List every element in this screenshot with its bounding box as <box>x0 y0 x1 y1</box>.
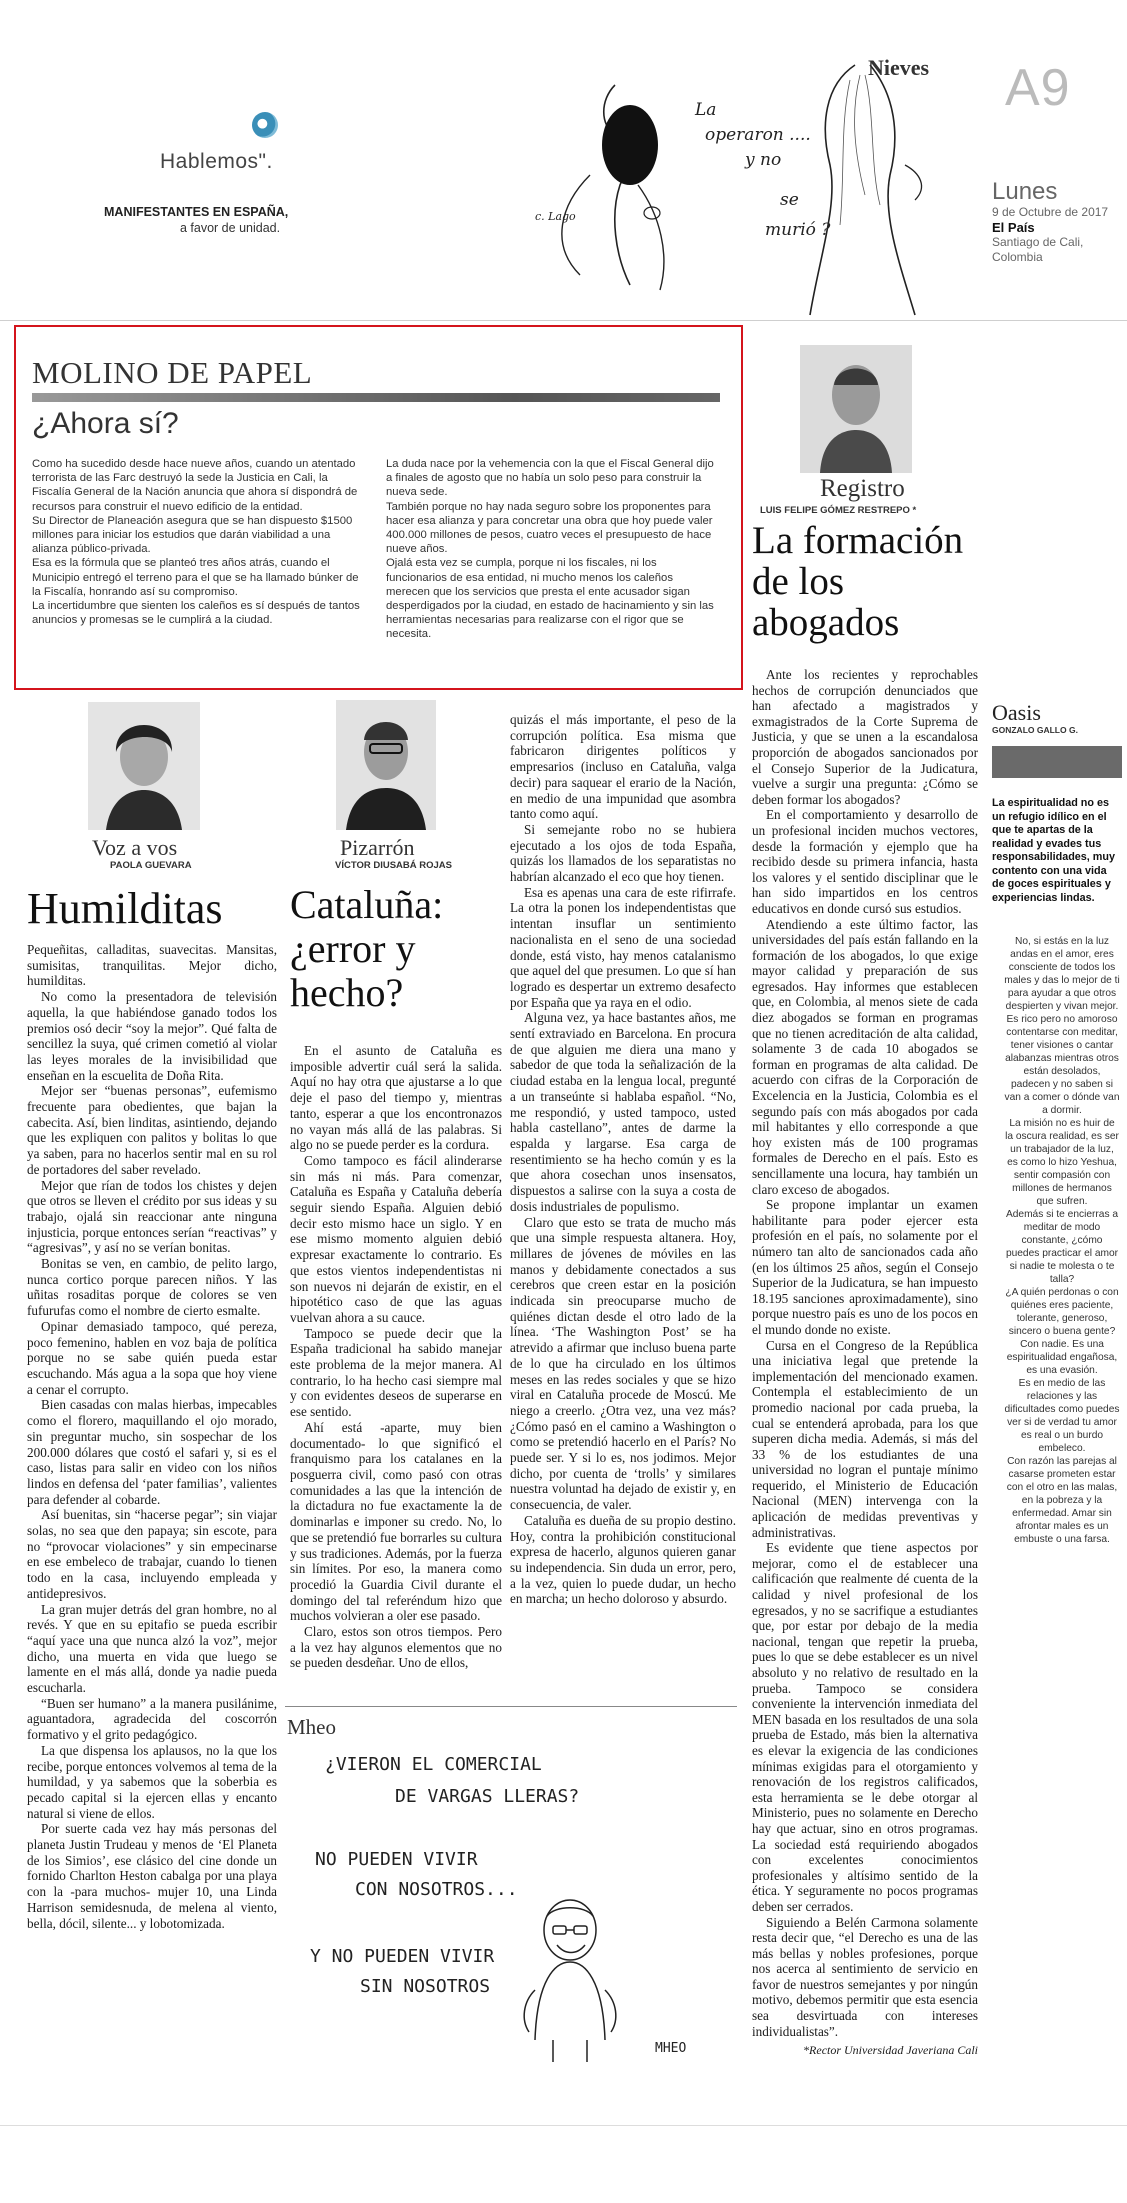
paragraph: Por suerte cada vez hay más personas del planeta Justin Trudeau y menos de ‘El Planeta de los Simios’, ese clásico del cine donde un fornido Charlton Heston cabalga por una playa con la -para muchos- mujer 10, una Linda Harrison semidesnuda, de melena al viento, bella, dócil, silente... y lobotomizada. <box>27 1821 277 1931</box>
article-body <box>752 667 978 2059</box>
column-name-voz: Voz a vos <box>92 835 178 860</box>
paragraph: La duda nace por la vehemencia con la que el Fiscal General dijo a finales de agosto que no había un solo peso para construir la nueva sede. <box>386 458 714 499</box>
author-photo-guevara <box>88 702 200 830</box>
paragraph: No, si estás en la luz andas en el amor, eres consciente de todos los males y das lo mejor de ti para ayudar a que otros despierten y vivan mejor. <box>1004 936 1120 1012</box>
author-signature: *Rector Universidad Javeriana Cali <box>803 2043 978 2058</box>
author-name: LUIS FELIPE GÓMEZ RESTREPO * <box>760 505 917 516</box>
page-footer-rule <box>0 2125 1127 2126</box>
article-body-continued <box>510 712 736 1607</box>
city-line: Santiago de Cali, Colombia <box>992 235 1084 264</box>
cartoon-line-3: NO PUEDEN VIVIR <box>315 1849 478 1870</box>
column-name-registro: Registro <box>820 475 905 502</box>
paragraph: Claro, estos son otros tiempos. Pero a la vez hay algunos elementos que no se pueden desdeñar. Uno de ellos, <box>290 1624 502 1671</box>
paragraph: Además si te encierras a meditar de modo constante, ¿cómo puedes practicar el amor si nadie te molesta o te talla? <box>1005 1209 1119 1285</box>
paragraph: Pequeñitas, calladitas, suavecitas. Mansitas, sumisitas, tranquilitas. Mejor dicho, humilditas. <box>27 942 277 989</box>
editorial-box <box>14 325 743 690</box>
paragraph: Mejor ser “buenas personas”, eufemismo frecuente para obedientes, que bajan la cabecita. Así, bien linditas, asintiendo, dejando que les expliquen con palitos y bolitas lo que ya saben, para no hacerlos sentir mal en su rol de portadores del saber revelado. <box>27 1083 277 1177</box>
editorial-column-left <box>32 457 362 627</box>
paragraph: ¿A quién perdonas o con quiénes eres paciente, tolerante, generoso, sincero o buena gente? Con nadie. Es una espiritualidad engañosa, es una evasión. <box>1005 1287 1119 1376</box>
paragraph: Con razón las parejas al casarse prometen estar con el otro en las malas, en la pobreza y la enfermedad. Amar sin afrontar males es un embuste o una farsa. <box>1006 1456 1118 1545</box>
newspaper-name: El País <box>992 220 1035 235</box>
paragraph: Así buenitas, sin “hacerse pegar”; sin viajar solas, no sea que den papaya; sin escote, para no “provocar violaciones” y sin empecinarse en ese embeleco de trabajar, cuando lo tienen todo en la casa, incluyendo empleada y antidepresivos. <box>27 1507 277 1601</box>
cartoon-text-5: murió ? <box>765 220 831 240</box>
cartoon-line-4: CON NOSOTROS... <box>355 1879 518 1900</box>
cartoon-text-2: operaron .... <box>705 125 811 145</box>
author-photo-gomez <box>800 345 912 473</box>
column-name-pizarron: Pizarrón <box>340 835 415 860</box>
paragraph: Bonitas se ven, en cambio, de pelito largo, nunca cortico porque parecen niños. Y las uñitas rosaditas porque de colores se ven fufurufas como el nombre de cierto esmalte. <box>27 1256 277 1319</box>
cartoon-line-5: Y NO PUEDEN VIVIR <box>310 1946 495 1967</box>
cartoon-man-figure <box>524 1900 616 2062</box>
paragraph: Como tampoco es fácil alinderarse sin más ni más. Para comenzar, Cataluña es España y Cataluña debería seguir siendo España. Alguien debió decir esto mismo hace un siglo. Y en ese mismo momento alguien debió expresar exactamente lo contrario. Es que estos vientos independentistas ni son nuevos ni dejarán de existir, en el hipotético caso de que las aguas vuelvan ahora a su cauce. <box>290 1152 502 1325</box>
cartoon-text-3: y no <box>745 150 782 170</box>
oasis-body <box>1004 935 1120 1546</box>
article-body <box>290 1043 502 1671</box>
paragraph: Esa es la fórmula que se planteó tres años atrás, cuando el Municipio entregó el terreno para el que se ha llamado búnker de la Fiscalía, honrando así su compromiso. <box>32 557 359 598</box>
paragraph: En el asunto de Cataluña es imposible advertir cuál será la salida. Aquí no hay otra que ajustarse a lo que deje el paso del tiempo y, mientras tanto, esperar a que los encontronazos no vayan más allá de las palabras. Si algo no se puede perder es la cordura. <box>290 1043 502 1153</box>
paragraph: La misión no es huir de la oscura realidad, es ser un trabajador de la luz, es como lo hizo Yeshua, sentir compasión con millones de hermanos que sufren. <box>1005 1118 1119 1207</box>
paragraph: Tampoco se puede decir que la España tradicional ha sabido manejar este problema de la mejor manera. Al contrario, lo ha hecho casi siempre mal y con evidentes deseos de superarse en ese sentido. <box>290 1325 502 1420</box>
paragraph: En el comportamiento y desarrollo de un profesional inciden muchos vectores, desde la formación y ejemplo que ha recibido desde su primera infancia, hasta los valores y el sentido disciplinar que le han sido impartidos en los centros educativos en donde cursó sus estudios. <box>752 807 978 916</box>
cartoon-woman-dark <box>562 85 664 290</box>
date-info <box>992 205 1112 265</box>
portrait-icon <box>800 345 912 473</box>
author-name: GONZALO GALLO G. <box>992 725 1078 735</box>
paragraph: Claro que esto se trata de mucho más que una simple respuesta altanera. Hoy, millares de jóvenes de móviles en las manos y debidamente conectados a sus cerebros que creen estar en la posición indicada sin preocuparse mucho de quiénes dictan desde el otro lado de la línea. ‘The Washington Post’ se ha atrevido a afirmar que incluso buena parte de lo que ha circulado en los últimos meses en las redes sociales y que se hizo viral en Cataluña procede de Moscú. Me niego a creerlo. ¿Otra vez, una vez más? ¿Cómo pasó en el camino a Washington o como se pretendió hacerlo en el París? No puede ser. Y si lo es, nos jodimos. Mejor dicho, por cuenta de ‘trolls’ y similares nuestra voluntad ha dejado de existir y, en consecuencia, de valer. <box>510 1214 736 1513</box>
nieves-cartoon <box>520 55 960 325</box>
paragraph: quizás el más importante, el peso de la corrupción política. Esa misma que fabricaron dirigentes políticos y empresarios (incluso en Cataluña, valga decir) para saquear el erario de la Nación, en medio de una impunidad que asombra tanto como aquí. <box>510 712 736 822</box>
paragraph: Mejor que rían de todos los chistes y dejen que otros se lleven el crédito por sus ideas y su trabajo, ojalá sin reaccionar ante ninguna injusticia, porque entonces serían “reactivas” y “agresivas”, y así no se verían bonitas. <box>27 1177 277 1256</box>
cartoon-line-1: ¿VIERON EL COMERCIAL <box>325 1754 542 1775</box>
paragraph: Es rico pero no amoroso contentarse con meditar, tener visiones o cantar alabanzas mientras otros están desolados, padecen y no saben si van a comer o dónde van a dormir. <box>1004 1014 1120 1116</box>
cartoon-text-4: se <box>780 190 799 210</box>
author-photo-diusaba <box>336 700 436 830</box>
editorial-column-right <box>386 457 716 642</box>
cartoon-line-2: DE VARGAS LLERAS? <box>395 1786 580 1807</box>
cartoon-signature: c. Lago <box>535 210 576 223</box>
cartoon-text-1: La <box>695 100 717 120</box>
cartoonist-name-mheo: Mheo <box>287 1715 336 1739</box>
paragraph: Es en medio de las relaciones y las dificultades como puedes ver si de verdad tu amor es real o un burdo embeleco. <box>1004 1378 1120 1454</box>
weekday: Lunes <box>992 178 1058 205</box>
article-headline: Cataluña: ¿error y hecho? <box>290 882 444 1015</box>
paragraph: Se propone implantar un examen habilitante para poder ejercer esta profesión en el país, no solamente por el número tan alto de sancionados cada año (en los últimos 25 años, según el Consejo Superior de la Judicatura, se han impuesto 18.195 sanciones aproximadamente), sino porque nuestro país es uno de los pocos en el mundo donde no existe. <box>752 1197 978 1337</box>
paragraph: La que dispensa los aplausos, no la que los recibe, porque entonces volvemos al tema de la humildad, y ya sabemos que la soberbia es pecado capital si la ejercen ellas y encanto natural si viene de ellos. <box>27 1742 277 1821</box>
paragraph: Alguna vez, ya hace bastantes años, me sentí extraviado en Barcelona. En procura de que alguien me diera una mano y sabedor de que toda la señalización de la ciudad estaba en la lengua local, pregunté a un transeúnte si hablaba español. “No, me respondió, y usted tampoco, usted habla castellano”, antes de darme la espalda y largarse. Esa carga de resentimiento se ha hecho común y es la que ahora cosechan unos insensatos, dispuestos a salirse con la suya a costa de dosis industriales de populismo. <box>510 1010 736 1214</box>
paragraph: Ojalá esta vez se cumpla, porque ni los fiscales, ni los funcionarios de esa entidad, ni mucho menos los caleños merecen que los servicios que presta el ente acusador sigan desperdigados por la ciudad, en estado de hacinamiento y sin las herramientas necesarias para realizarse con el rigor que se necesita. <box>386 557 714 641</box>
paragraph: Como ha sucedido desde hace nueve años, cuando un atentado terrorista de las Farc destruyó la sede la Justicia en Cali, la Fiscalía General de la Nación anuncia que ahora sí dispondrá de recursos para construir el nuevo edificio de la entidad. <box>32 458 358 513</box>
paragraph: No como la presentadora de televisión aquella, la que habiéndose ganado todos los premios osó decir “soy la mejor”. Qué falta de sencillez la suya, qué crimen cometió al violar las leyes morales de la invisibilidad que enseñan en la escuelita de Doña Rita. <box>27 989 277 1083</box>
header-divider <box>0 320 1127 321</box>
article-body <box>27 942 277 1931</box>
editorial-headline: ¿Ahora sí? <box>32 407 179 440</box>
editorial-title-bar <box>32 393 720 402</box>
mheo-cartoon <box>285 1740 737 2070</box>
article-headline: La formación de los abogados <box>752 519 964 644</box>
paragraph: Opinar demasiado tampoco, qué pereza, poco femenino, hablen en voz baja de política porque no se sabe quién pueda estar escuchando. Más agua a la sopa que hoy viene a cenar el corrupto. <box>27 1318 277 1397</box>
cartoon-divider <box>285 1706 737 1707</box>
paragraph: Siguiendo a Belén Carmona solamente resta decir que, “el Derecho es una de las más bellas y nobles profesiones, porque nos acerca al sentimiento de servicio en favor de nuestros semejantes y por ningún motivo, debemos permitir que esta esencia sea desvirtuada con intereses individualistas”. <box>752 1914 978 2039</box>
promo-subline: a favor de unidad. <box>180 221 281 235</box>
hablemos-logo-icon <box>252 112 278 138</box>
oasis-gray-bar <box>992 746 1122 778</box>
paragraph: Atendiendo a este último factor, las universidades del país están fallando en la formación de los abogados, lo que exige mayor calidad y preparación de sus egresados. Hay informes que establecen que, en Colombia, al menos siete de cada diez abogados se forman en programas que no tienen acreditación de alta calidad, solamente 3 de cada 10 abogados se forman en programas de alta calidad. De acuerdo con cifras de la Corporación de Excelencia en la Justicia, Colombia es el segundo país con más abogados por cada mil habitantes y ello corresponde a que hoy existen más de 100 programas formales de Derecho en el país. Esto es sencillamente una locura, hay también un claro exceso de abogados. <box>752 916 978 1197</box>
paragraph: Ante los recientes y reprochables hechos de corrupción denunciados que han afectado a magistrados y exmagistrados de la Corte Suprema de Justicia, y que se unen a la escandalosa proporción de abogados sancionados por el Consejo Superior de la Judicatura, vuelve a surgir una pregunta: ¿Cómo se deben formar los abogados? <box>752 667 978 807</box>
paragraph: La gran mujer detrás del gran hombre, no al revés. Y que en su epitafio se pueda escribir “aquí yace una que nunca alzó la voz”, mejor dicho, una muerta en vida que luego se lamente en el más allá, donde ya nadie pueda escucharla. <box>27 1601 277 1696</box>
date-line: 9 de Octubre de 2017 <box>992 205 1109 219</box>
paragraph: Bien casadas con malas hierbas, impecables como el florero, maquillando el ojo morado, sin preguntar mucho, sin sospechar de los 200.000 dólares que costó el safari y, si es el caso, listas para salir en video con los niños lindos en defensa del ‘pater familias’, valientes para defender al cobarde. <box>27 1397 277 1507</box>
promo-headline: MANIFESTANTES EN ESPAÑA, <box>104 205 289 219</box>
paragraph: Si semejante robo no se hubiera ejecutado a los ojos de toda España, quizás los llamados de los separatistas no habrían alcanzado el eco que hoy tienen. <box>510 821 736 885</box>
paragraph: También porque no hay nada seguro sobre los proponentes para hacer esa alianza y para concretar una obra que hoy puede valer 400.000 millones de pesos, cuatro veces el presupuesto de hace nueve años. <box>386 500 713 556</box>
hablemos-logo-text: Hablemos". <box>160 150 273 173</box>
cartoon-line-6: SIN NOSOTROS <box>360 1976 491 1997</box>
paragraph: Esa es apenas una cara de este rifirrafe. La otra la ponen los independentistas que intentan insuflar un sentimiento nacionalista en el seno de una sociedad donde, está visto, hay menos catalanismo que aquel del que presumen. Lo que sí han logrado es despertar un extremo desafecto por España que ya raya en el odio. <box>510 884 736 1010</box>
page-number: A9 <box>1005 59 1071 117</box>
paragraph: La incertidumbre que sienten los caleños es sí después de tantos anuncios y promesas se le cumplirá a la ciudad. <box>32 600 360 627</box>
cartoon-signature: MHEO <box>655 2041 687 2056</box>
author-name: PAOLA GUEVARA <box>110 860 192 871</box>
article-headline: Humilditas <box>27 884 223 933</box>
paragraph: Su Director de Planeación asegura que se han dispuesto $1500 millones para iniciar los estudios que darán viabilidad a una alianza público-privada. <box>32 514 353 556</box>
column-name-oasis: Oasis <box>992 700 1041 725</box>
portrait-icon <box>88 702 200 830</box>
paragraph: Cursa en el Congreso de la República una iniciativa legal que pretende la implementación del mencionado examen. Contempla el establecimiento de un promedio nacional por cada prueba, la cual se entenderá aprobada, para los que superen dicha media. Además, si más del 33 % de los estudiantes de una universidad no logran el puntaje mínimo requerido, el Ministerio de Educación Nacional (MEN) intervenga con la aplicación de medidas preventivas y administrativas. <box>752 1337 978 1540</box>
cartoon-woman-light <box>810 65 922 315</box>
portrait-icon <box>336 700 436 830</box>
oasis-lead: La espiritualidad no es un refugio idílico en el que te apartas de la realidad y evades tus responsabilidades, muy contento con una vida de goces espirituales y experiencias lindas. <box>992 797 1116 904</box>
cartoonist-name: Nieves <box>868 55 930 80</box>
author-name: VÍCTOR DIUSABÁ ROJAS <box>335 860 453 871</box>
paragraph: “Buen ser humano” a la manera pusilánime, aguantadora, agradecida del coscorrón formativo y el grito pedagógico. <box>27 1695 277 1743</box>
editorial-section-title: MOLINO DE PAPEL <box>32 355 313 390</box>
paragraph: Cataluña es dueña de su propio destino. Hoy, contra la prohibición constitucional expresa de hacerlo, algunos quieren ganar su independencia. Sin duda un error, pero, a la vez, quien lo puede dudar, un hecho en marcha; un hecho doloroso y absurdo. <box>510 1512 736 1607</box>
paragraph: Ahí está -aparte, muy bien documentado- lo que significó el franquismo para los catalanes en la posguerra civil, como pasó con otras comunidades a las que la intención de la dictadura no fue exactamente la de dominarlas e imponer su credo. No, lo que se pretendió fue borrarles su cultura y sus tradiciones. Además, por la fuerza sin límites. Por eso, la manera como procedió la Guardia Civil durante el domingo del tal referéndum hizo que muchos volvieran a oler ese pasado. <box>290 1419 502 1624</box>
paragraph: Es evidente que tiene aspectos por mejorar, como el de establecer una calificación que realmente dé cuenta de la calidad y nivel profesional de los egresados, y no se sacrifique a estudiantes que, por estar por debajo de la media nacional, tengan que repetir la prueba, pues lo que se debe establecer es un nivel absoluto y no relativo de resultado en la prueba. Tampoco se considera conveniente la intervención inmediata del MEN basada en los resultados de una sola prueba de Estado, más bien la alternativa es elevar la exigencia de las condiciones mínimas exigidas para el otorgamiento y renovación de los registros calificados, esta herramienta se le debe otorgar al Ministerio, pues no solamente en Derecho hay que actuar, sino en otros programas. La sociedad está requiriendo abogados con excelentes conocimientos profesionales y altísimo sentido de la ética. Y seguramente no pocos programas deben ser cerrados. <box>752 1540 978 1914</box>
